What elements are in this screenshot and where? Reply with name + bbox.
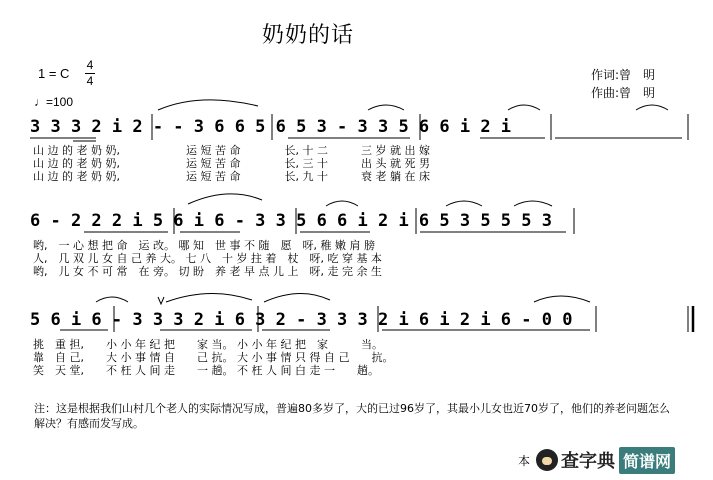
tie-arc — [188, 194, 262, 204]
lyrics-row-2-verse-1: 哟, 一 心 想 把 命 运 改。 哪 知 世 事 不 随 愿 呀, 稚 嫩 肩 膀 — [33, 239, 375, 252]
tie-arc — [368, 105, 404, 110]
song-title: 奶奶的话 — [262, 23, 355, 48]
watermark-prefix: 本 — [518, 453, 531, 468]
watermark-site-name: 查字典 — [561, 451, 616, 472]
watermark-box-label: 简谱网 — [619, 447, 675, 474]
tie-arc — [264, 293, 330, 302]
time-signature-top: 4 — [86, 58, 94, 72]
tie-arc — [166, 293, 252, 302]
breath-mark — [158, 297, 164, 304]
notes-row-1-text: 3 3 3 2 i 2 - - 3 6 6 5 6 5 3 - 3 3 5 6 6 i 2 i — [30, 117, 512, 137]
footnote: 注：这是根据我们山村几个老人的实际情况写成，普遍80多岁了，大的已过96岁了，其最小儿女也近70岁了，他们的养老问题怎么解决？有感而发写成。 — [34, 402, 670, 430]
tie-arc — [636, 105, 668, 110]
tie-arc — [508, 105, 540, 110]
lyrics-row-1-verse-1: 山 边 的 老 奶 奶, 运 短 苦 命 长, 十 二 三 岁 就 出 嫁 — [33, 144, 430, 157]
lyricist-credit: 作词:曾 明 — [591, 68, 656, 82]
tempo-value: =100 — [46, 95, 74, 109]
site-watermark — [518, 446, 675, 474]
key-signature: 1 = C — [38, 66, 70, 81]
lyrics-row-3-verse-1: 挑 重 担, 小 小 年 纪 把 家 当。 小 小 年 纪 把 家 当。 — [33, 338, 383, 351]
tie-arc — [446, 201, 482, 206]
lyrics-row-2-verse-3: 哟, 儿 女 不 可 常 在 旁。 切 盼 养 老 早 点 儿 上 呀, 走 完 余 生 — [33, 265, 382, 278]
mascot-icon — [536, 449, 558, 471]
lyrics-row-3-verse-3: 笑 天 堂, 不 枉 人 间 走 一 趟。 不 枉 人 间 白 走 一 趟。 — [33, 364, 379, 377]
composer-credit: 作曲:曾 明 — [591, 86, 656, 100]
time-signature-bottom: 4 — [86, 74, 94, 88]
tie-arc — [96, 297, 128, 302]
lyrics-row-2-verse-2: 人, 几 双 儿 女 自 己 养 大。 七 八 十 岁 拄 着 杖 呀, 吃 穿 基 本 — [33, 252, 382, 265]
notes-row-2-text: 6 - 2 2 2 i 5 6 i 6 - 3 3 5 6 6 i 2 i 6 5 3 5 5 5 3 — [30, 211, 552, 231]
lyrics-row-1-verse-2: 山 边 的 老 奶 奶, 运 短 苦 命 长, 三 十 出 头 就 死 男 — [33, 157, 430, 170]
quarter-note-icon: ♩ — [34, 95, 46, 109]
lyrics-row-3-verse-2: 靠 自 己, 大 小 事 情 自 己 抗。 大 小 事 情 只 得 自 己 抗。 — [33, 351, 394, 364]
tie-arc — [514, 201, 552, 206]
tie-arc — [158, 100, 258, 110]
tie-arc — [326, 201, 358, 206]
lyrics-row-1-verse-3: 山 边 的 老 奶 奶, 运 短 苦 命 长, 九 十 衰 老 躺 在 床 — [33, 170, 430, 183]
tie-arc — [534, 296, 590, 302]
notes-row-3-text: 5 6 i 6 - 3 3 3 2 i 6 3 2 - 3 3 3 2 i 6 i 2 i 6 - 0 0 — [30, 310, 573, 330]
